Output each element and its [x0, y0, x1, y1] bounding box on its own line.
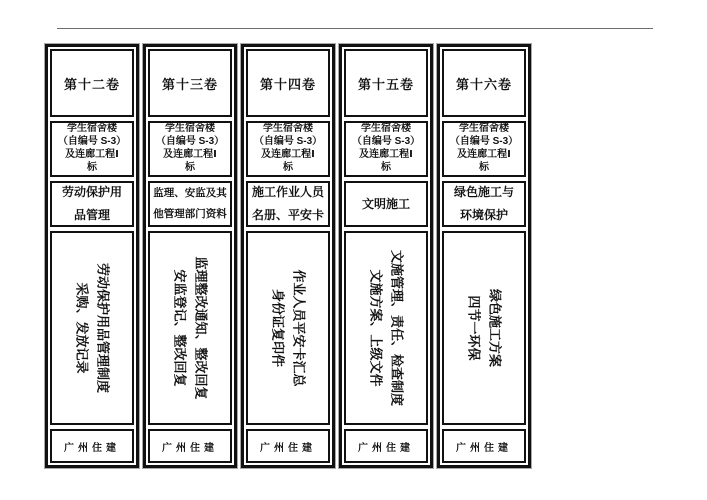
content-box: [344, 231, 428, 425]
project-line: （自编号 S-3）: [253, 136, 323, 148]
project-line: 学生宿舍楼: [459, 123, 509, 135]
project-line: 标: [185, 161, 195, 173]
spine-volume-12: [45, 44, 139, 468]
volume-title: 第十三卷: [148, 49, 232, 117]
category-title: [442, 181, 526, 227]
category-line: 环境保护: [459, 208, 508, 222]
project-name: [344, 121, 428, 177]
content-box: [246, 231, 330, 425]
volume-title: 第十五卷: [344, 49, 428, 117]
spine-labels-row: [45, 44, 531, 468]
volume-title: 第十二卷: [50, 49, 134, 117]
vertical-content-text: [365, 250, 408, 406]
content-line: 监理整改通知、整改回复: [193, 256, 209, 400]
category-title: [50, 181, 134, 227]
volume-title: 第十六卷: [442, 49, 526, 117]
spine-volume-16: [437, 44, 531, 468]
spine-volume-14: [241, 44, 335, 468]
category-title: [344, 181, 428, 227]
project-line: 学生宿舍楼: [361, 123, 411, 135]
project-line: （自编号 S-3）: [351, 136, 421, 148]
category-title: [148, 181, 232, 227]
project-line: 学生宿舍楼: [67, 123, 117, 135]
category-title: [246, 181, 330, 227]
project-name: [442, 121, 526, 177]
category-line: 名册、平安卡: [251, 208, 324, 222]
content-line: 文施管理、责任、检查制度: [389, 249, 405, 407]
spine-volume-15: [339, 44, 433, 468]
spine-volume-13: [143, 44, 237, 468]
project-line: 及连廊工程Ⅰ: [261, 149, 315, 160]
project-line: （自编号 S-3）: [155, 136, 225, 148]
category-line: 他管理部门资料: [153, 208, 227, 220]
publisher-label: 广州住建: [344, 429, 428, 463]
content-line: 文施方案、上级文件: [368, 269, 383, 387]
content-box: [50, 231, 134, 425]
category-line: 劳动保护用: [61, 185, 122, 200]
category-line: 品管理: [73, 208, 110, 222]
category-line: 监理、安监及其: [153, 187, 227, 199]
publisher-label: 广州住建: [246, 429, 330, 463]
page-top-rule: [57, 28, 653, 29]
content-line: 采购、发放记录: [74, 282, 89, 374]
project-name: [246, 121, 330, 177]
project-line: 学生宿舍楼: [263, 123, 313, 135]
content-box: [442, 231, 526, 425]
project-line: 及连廊工程Ⅰ: [457, 149, 511, 160]
project-line: 标: [87, 161, 97, 173]
content-line: 劳动保护用品管理制度: [95, 262, 111, 394]
project-line: 标: [381, 161, 391, 173]
content-line: 绿色施工方案: [487, 288, 503, 368]
project-line: 及连廊工程Ⅰ: [163, 149, 217, 160]
content-line: 身份证复印件: [270, 288, 285, 368]
publisher-label: 广州住建: [148, 429, 232, 463]
category-line: 施工作业人员: [251, 185, 324, 200]
publisher-label: 广州住建: [442, 429, 526, 463]
vertical-content-text: [267, 269, 310, 386]
vertical-content-text: [169, 256, 212, 399]
project-line: 标: [479, 161, 489, 173]
project-line: （自编号 S-3）: [57, 136, 127, 148]
vertical-content-text: [463, 289, 506, 367]
content-line: 安监登记、整改回复: [172, 269, 187, 387]
content-line: 四节一环保: [466, 295, 481, 361]
project-line: 学生宿舍楼: [165, 123, 215, 135]
project-line: 标: [283, 161, 293, 173]
vertical-content-text: [71, 263, 114, 393]
volume-title: 第十四卷: [246, 49, 330, 117]
project-line: （自编号 S-3）: [449, 136, 519, 148]
project-line: 及连廊工程Ⅰ: [65, 149, 119, 160]
publisher-label: 广州住建: [50, 429, 134, 463]
category-line: 文明施工: [361, 196, 410, 211]
project-line: 及连廊工程Ⅰ: [359, 149, 413, 160]
project-name: [148, 121, 232, 177]
content-box: [148, 231, 232, 425]
project-name: [50, 121, 134, 177]
category-line: 绿色施工与: [453, 185, 514, 200]
content-line: 作业人员平安卡汇总: [291, 269, 307, 387]
